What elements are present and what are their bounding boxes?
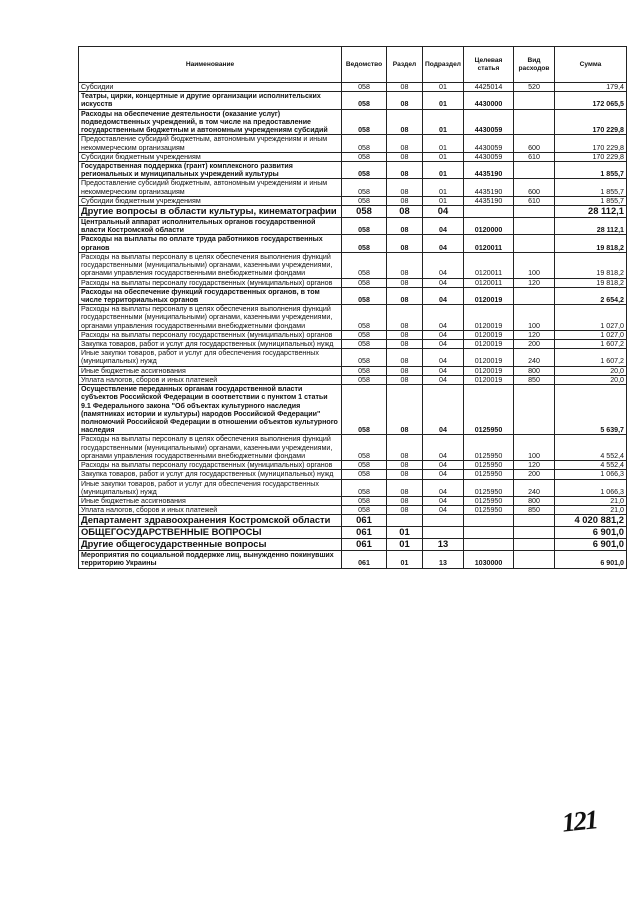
cell-subsection: 04 xyxy=(423,496,464,505)
cell-section: 01 xyxy=(387,551,423,568)
cell-kind xyxy=(514,539,555,551)
cell-section: 08 xyxy=(387,196,423,205)
cell-sum: 172 065,5 xyxy=(555,92,627,109)
cell-dept: 058 xyxy=(342,470,387,479)
cell-sum: 5 639,7 xyxy=(555,385,627,435)
cell-target: 4425014 xyxy=(464,83,514,92)
cell-sum: 1 855,7 xyxy=(555,196,627,205)
header-name: Наименование xyxy=(79,47,342,83)
cell-kind xyxy=(514,92,555,109)
cell-target: 4430059 xyxy=(464,152,514,161)
cell-kind xyxy=(514,551,555,568)
table-row xyxy=(79,217,627,234)
cell-section: 08 xyxy=(387,135,423,152)
cell-section: 08 xyxy=(387,92,423,109)
cell-sum: 1 066,3 xyxy=(555,470,627,479)
cell-name: Мероприятия по социальной поддержке лиц, вынужденно покинувших территорию Украины xyxy=(79,551,342,568)
cell-subsection: 01 xyxy=(423,92,464,109)
table-row xyxy=(79,152,627,161)
cell-subsection: 01 xyxy=(423,152,464,161)
cell-kind xyxy=(514,235,555,252)
table-row xyxy=(79,135,627,152)
table-row xyxy=(79,435,627,461)
cell-target: 4430059 xyxy=(464,109,514,135)
table-row xyxy=(79,252,627,278)
cell-sum: 4 552,4 xyxy=(555,435,627,461)
cell-name: ОБЩЕГОСУДАРСТВЕННЫЕ ВОПРОСЫ xyxy=(79,527,342,539)
cell-name: Департамент здравоохранения Костромской области xyxy=(79,515,342,527)
cell-sum: 1 607,2 xyxy=(555,340,627,349)
header-sum: Сумма xyxy=(555,47,627,83)
cell-section: 08 xyxy=(387,461,423,470)
cell-section: 08 xyxy=(387,366,423,375)
cell-sum: 6 901,0 xyxy=(555,527,627,539)
cell-dept: 061 xyxy=(342,539,387,551)
cell-subsection: 04 xyxy=(423,366,464,375)
cell-name: Предоставление субсидий бюджетным, автономным учреждениям и иным некоммерческим организациям xyxy=(79,135,342,152)
cell-subsection: 04 xyxy=(423,287,464,304)
cell-name: Предоставление субсидий бюджетным, автономным учреждениям и иным некоммерческим организациям xyxy=(79,179,342,196)
cell-target: 0120019 xyxy=(464,287,514,304)
budget-table-sheet xyxy=(78,46,626,569)
cell-dept: 058 xyxy=(342,461,387,470)
cell-name: Субсидии бюджетным учреждениям xyxy=(79,196,342,205)
cell-dept: 058 xyxy=(342,506,387,515)
cell-section: 08 xyxy=(387,278,423,287)
cell-name: Уплата налогов, сборов и иных платежей xyxy=(79,375,342,384)
cell-section: 08 xyxy=(387,435,423,461)
cell-sum: 170 229,8 xyxy=(555,152,627,161)
cell-subsection: 04 xyxy=(423,470,464,479)
cell-sum: 21,0 xyxy=(555,496,627,505)
cell-sum: 1 027,0 xyxy=(555,330,627,339)
table-row xyxy=(79,349,627,366)
cell-name: Расходы на выплаты персоналу в целях обеспечения выполнения функций государственными (муниципальными) органами, казенными учреждениями, органами управления государственными внебюджетными фондами xyxy=(79,252,342,278)
table-row xyxy=(79,366,627,375)
cell-subsection: 04 xyxy=(423,217,464,234)
cell-section: 08 xyxy=(387,235,423,252)
cell-subsection: 04 xyxy=(423,330,464,339)
cell-target: 0120019 xyxy=(464,366,514,375)
table-row xyxy=(79,83,627,92)
cell-dept: 058 xyxy=(342,278,387,287)
cell-target xyxy=(464,515,514,527)
cell-subsection: 13 xyxy=(423,551,464,568)
cell-kind xyxy=(514,527,555,539)
cell-section: 08 xyxy=(387,375,423,384)
cell-sum: 2 654,2 xyxy=(555,287,627,304)
cell-kind xyxy=(514,217,555,234)
cell-dept: 058 xyxy=(342,135,387,152)
cell-section: 01 xyxy=(387,527,423,539)
cell-sum: 21,0 xyxy=(555,506,627,515)
cell-sum: 6 901,0 xyxy=(555,551,627,568)
cell-kind: 850 xyxy=(514,506,555,515)
cell-kind: 100 xyxy=(514,305,555,331)
cell-section: 08 xyxy=(387,496,423,505)
cell-name: Расходы на выплаты персоналу государственных (муниципальных) органов xyxy=(79,278,342,287)
cell-target: 0120019 xyxy=(464,349,514,366)
cell-section: 08 xyxy=(387,506,423,515)
cell-dept: 058 xyxy=(342,305,387,331)
cell-target: 4435190 xyxy=(464,179,514,196)
cell-section: 08 xyxy=(387,479,423,496)
cell-subsection: 04 xyxy=(423,206,464,218)
cell-sum: 19 818,2 xyxy=(555,235,627,252)
cell-dept: 058 xyxy=(342,179,387,196)
cell-target: 0120019 xyxy=(464,340,514,349)
cell-subsection xyxy=(423,515,464,527)
cell-dept: 058 xyxy=(342,83,387,92)
cell-target: 0125950 xyxy=(464,470,514,479)
table-header-row xyxy=(79,47,627,83)
table-row xyxy=(79,340,627,349)
cell-target: 0120011 xyxy=(464,252,514,278)
table-row xyxy=(79,496,627,505)
cell-section: 08 xyxy=(387,330,423,339)
cell-kind: 120 xyxy=(514,461,555,470)
cell-target xyxy=(464,527,514,539)
cell-subsection: 04 xyxy=(423,479,464,496)
cell-kind xyxy=(514,385,555,435)
table-row xyxy=(79,179,627,196)
cell-sum: 170 229,8 xyxy=(555,135,627,152)
table-row xyxy=(79,551,627,568)
table-row xyxy=(79,206,627,218)
cell-kind: 520 xyxy=(514,83,555,92)
cell-name: Иные закупки товаров, работ и услуг для обеспечения государственных (муниципальных) нужд xyxy=(79,479,342,496)
cell-dept: 058 xyxy=(342,235,387,252)
cell-name: Государственная поддержка (грант) комплексного развития региональных и муниципальных учреждений культуры xyxy=(79,161,342,178)
cell-sum: 179,4 xyxy=(555,83,627,92)
cell-target: 0120019 xyxy=(464,305,514,331)
cell-dept: 058 xyxy=(342,109,387,135)
cell-name: Расходы на выплаты по оплате труда работников государственных органов xyxy=(79,235,342,252)
cell-subsection: 01 xyxy=(423,83,464,92)
cell-dept: 058 xyxy=(342,252,387,278)
cell-section: 08 xyxy=(387,179,423,196)
cell-kind: 800 xyxy=(514,366,555,375)
cell-sum: 4 552,4 xyxy=(555,461,627,470)
cell-dept: 058 xyxy=(342,161,387,178)
cell-section: 08 xyxy=(387,83,423,92)
cell-kind: 120 xyxy=(514,278,555,287)
cell-sum: 1 066,3 xyxy=(555,479,627,496)
cell-target: 0120019 xyxy=(464,375,514,384)
table-row xyxy=(79,330,627,339)
cell-subsection: 04 xyxy=(423,506,464,515)
cell-section: 08 xyxy=(387,161,423,178)
cell-name: Иные бюджетные ассигнования xyxy=(79,496,342,505)
cell-kind: 850 xyxy=(514,375,555,384)
cell-target: 0120000 xyxy=(464,217,514,234)
cell-name: Расходы на выплаты персоналу государственных (муниципальных) органов xyxy=(79,330,342,339)
cell-name: Расходы на обеспечение функций государственных органов, в том числе территориальных органов xyxy=(79,287,342,304)
cell-sum: 4 020 881,2 xyxy=(555,515,627,527)
cell-sum: 19 818,2 xyxy=(555,252,627,278)
cell-dept: 058 xyxy=(342,340,387,349)
cell-sum: 19 818,2 xyxy=(555,278,627,287)
table-row xyxy=(79,161,627,178)
cell-dept: 058 xyxy=(342,287,387,304)
table-row xyxy=(79,385,627,435)
header-dept: Ведомство xyxy=(342,47,387,83)
cell-section: 08 xyxy=(387,252,423,278)
cell-name: Уплата налогов, сборов и иных платежей xyxy=(79,506,342,515)
cell-kind xyxy=(514,161,555,178)
handwritten-page-number: 121 xyxy=(560,804,598,838)
cell-subsection: 01 xyxy=(423,109,464,135)
header-subsection: Подраздел xyxy=(423,47,464,83)
cell-name: Осуществление переданных органам государственной власти субъектов Российской Федерации в соответствии с пунктом 1 статьи 9.1 Федерального закона "Об объектах культурного наследия (памятниках истории и культуры) народов Российской Федерации" полномочий Российской Федерации в отношении объектов культурного наследия xyxy=(79,385,342,435)
cell-kind: 610 xyxy=(514,196,555,205)
cell-section: 08 xyxy=(387,349,423,366)
cell-kind xyxy=(514,206,555,218)
cell-dept: 058 xyxy=(342,330,387,339)
cell-subsection: 04 xyxy=(423,340,464,349)
table-body xyxy=(79,83,627,569)
cell-subsection: 04 xyxy=(423,385,464,435)
cell-name: Субсидии бюджетным учреждениям xyxy=(79,152,342,161)
table-row xyxy=(79,527,627,539)
cell-kind: 200 xyxy=(514,470,555,479)
cell-target: 0120019 xyxy=(464,330,514,339)
cell-kind xyxy=(514,287,555,304)
cell-target: 0125950 xyxy=(464,479,514,496)
cell-section: 08 xyxy=(387,152,423,161)
cell-subsection: 04 xyxy=(423,435,464,461)
cell-target: 0125950 xyxy=(464,506,514,515)
header-target: Целевая статья xyxy=(464,47,514,83)
table-row xyxy=(79,305,627,331)
cell-kind: 240 xyxy=(514,349,555,366)
cell-dept: 058 xyxy=(342,375,387,384)
cell-name: Театры, цирки, концертные и другие организации исполнительских искусств xyxy=(79,92,342,109)
cell-kind: 600 xyxy=(514,135,555,152)
cell-dept: 058 xyxy=(342,206,387,218)
header-kind: Вид расходов xyxy=(514,47,555,83)
table-row xyxy=(79,461,627,470)
cell-kind xyxy=(514,109,555,135)
cell-name: Иные бюджетные ассигнования xyxy=(79,366,342,375)
cell-subsection: 04 xyxy=(423,278,464,287)
cell-kind: 600 xyxy=(514,179,555,196)
cell-kind: 120 xyxy=(514,330,555,339)
cell-target: 4430059 xyxy=(464,135,514,152)
cell-kind: 800 xyxy=(514,496,555,505)
cell-sum: 1 607,2 xyxy=(555,349,627,366)
cell-dept: 058 xyxy=(342,349,387,366)
cell-target: 0125950 xyxy=(464,435,514,461)
cell-target: 4435190 xyxy=(464,161,514,178)
cell-dept: 058 xyxy=(342,196,387,205)
cell-target: 4430000 xyxy=(464,92,514,109)
cell-name: Расходы на обеспечение деятельности (оказание услуг) подведомственных учреждений, в том числе на предоставление государственным бюджетным и автономным учреждениям субсидий xyxy=(79,109,342,135)
cell-section: 01 xyxy=(387,539,423,551)
cell-dept: 058 xyxy=(342,385,387,435)
cell-dept: 058 xyxy=(342,479,387,496)
cell-subsection: 01 xyxy=(423,161,464,178)
table-row xyxy=(79,375,627,384)
cell-name: Субсидии xyxy=(79,83,342,92)
cell-subsection: 13 xyxy=(423,539,464,551)
cell-name: Другие вопросы в области культуры, кинематографии xyxy=(79,206,342,218)
cell-name: Другие общегосударственные вопросы xyxy=(79,539,342,551)
cell-subsection: 04 xyxy=(423,252,464,278)
table-row xyxy=(79,515,627,527)
cell-dept: 058 xyxy=(342,366,387,375)
cell-kind: 240 xyxy=(514,479,555,496)
table-row xyxy=(79,278,627,287)
cell-kind: 100 xyxy=(514,435,555,461)
table-row xyxy=(79,196,627,205)
cell-section: 08 xyxy=(387,206,423,218)
cell-sum: 6 901,0 xyxy=(555,539,627,551)
cell-sum: 1 855,7 xyxy=(555,161,627,178)
table-row xyxy=(79,287,627,304)
table-row xyxy=(79,235,627,252)
table-row xyxy=(79,109,627,135)
cell-kind xyxy=(514,515,555,527)
cell-target: 0120011 xyxy=(464,278,514,287)
cell-target: 0125950 xyxy=(464,385,514,435)
cell-target: 0125950 xyxy=(464,461,514,470)
cell-dept: 058 xyxy=(342,435,387,461)
table-row xyxy=(79,470,627,479)
cell-subsection xyxy=(423,527,464,539)
cell-name: Расходы на выплаты персоналу в целях обеспечения выполнения функций государственными (муниципальными) органами, казенными учреждениями, органами управления государственными внебюджетными фондами xyxy=(79,435,342,461)
cell-subsection: 04 xyxy=(423,375,464,384)
cell-sum: 28 112,1 xyxy=(555,217,627,234)
cell-dept: 061 xyxy=(342,515,387,527)
cell-section: 08 xyxy=(387,217,423,234)
cell-subsection: 01 xyxy=(423,179,464,196)
cell-section: 08 xyxy=(387,109,423,135)
cell-sum: 170 229,8 xyxy=(555,109,627,135)
cell-sum: 20,0 xyxy=(555,366,627,375)
cell-name: Центральный аппарат исполнительных органов государственной власти Костромской области xyxy=(79,217,342,234)
cell-kind: 100 xyxy=(514,252,555,278)
cell-dept: 061 xyxy=(342,551,387,568)
cell-dept: 061 xyxy=(342,527,387,539)
cell-sum: 20,0 xyxy=(555,375,627,384)
cell-dept: 058 xyxy=(342,92,387,109)
cell-section xyxy=(387,515,423,527)
cell-sum: 1 027,0 xyxy=(555,305,627,331)
table-row xyxy=(79,92,627,109)
cell-subsection: 01 xyxy=(423,135,464,152)
cell-target: 0120011 xyxy=(464,235,514,252)
cell-target xyxy=(464,206,514,218)
table-row xyxy=(79,506,627,515)
cell-subsection: 04 xyxy=(423,235,464,252)
cell-section: 08 xyxy=(387,470,423,479)
header-section: Раздел xyxy=(387,47,423,83)
cell-section: 08 xyxy=(387,385,423,435)
cell-sum: 28 112,1 xyxy=(555,206,627,218)
cell-dept: 058 xyxy=(342,496,387,505)
cell-subsection: 04 xyxy=(423,461,464,470)
cell-dept: 058 xyxy=(342,217,387,234)
cell-section: 08 xyxy=(387,287,423,304)
cell-section: 08 xyxy=(387,340,423,349)
cell-subsection: 04 xyxy=(423,305,464,331)
cell-sum: 1 855,7 xyxy=(555,179,627,196)
cell-name: Расходы на выплаты персоналу государственных (муниципальных) органов xyxy=(79,461,342,470)
cell-dept: 058 xyxy=(342,152,387,161)
cell-name: Расходы на выплаты персоналу в целях обеспечения выполнения функций государственными (муниципальными) органами, казенными учреждениями, органами управления государственными внебюджетными фондами xyxy=(79,305,342,331)
cell-subsection: 01 xyxy=(423,196,464,205)
budget-table xyxy=(78,46,627,569)
cell-target: 1030000 xyxy=(464,551,514,568)
cell-target: 0125950 xyxy=(464,496,514,505)
cell-kind: 200 xyxy=(514,340,555,349)
cell-section: 08 xyxy=(387,305,423,331)
cell-name: Иные закупки товаров, работ и услуг для обеспечения государственных (муниципальных) нужд xyxy=(79,349,342,366)
cell-target xyxy=(464,539,514,551)
table-row xyxy=(79,539,627,551)
cell-name: Закупка товаров, работ и услуг для государственных (муниципальных) нужд xyxy=(79,470,342,479)
cell-name: Закупка товаров, работ и услуг для государственных (муниципальных) нужд xyxy=(79,340,342,349)
table-row xyxy=(79,479,627,496)
cell-subsection: 04 xyxy=(423,349,464,366)
cell-kind: 610 xyxy=(514,152,555,161)
cell-target: 4435190 xyxy=(464,196,514,205)
